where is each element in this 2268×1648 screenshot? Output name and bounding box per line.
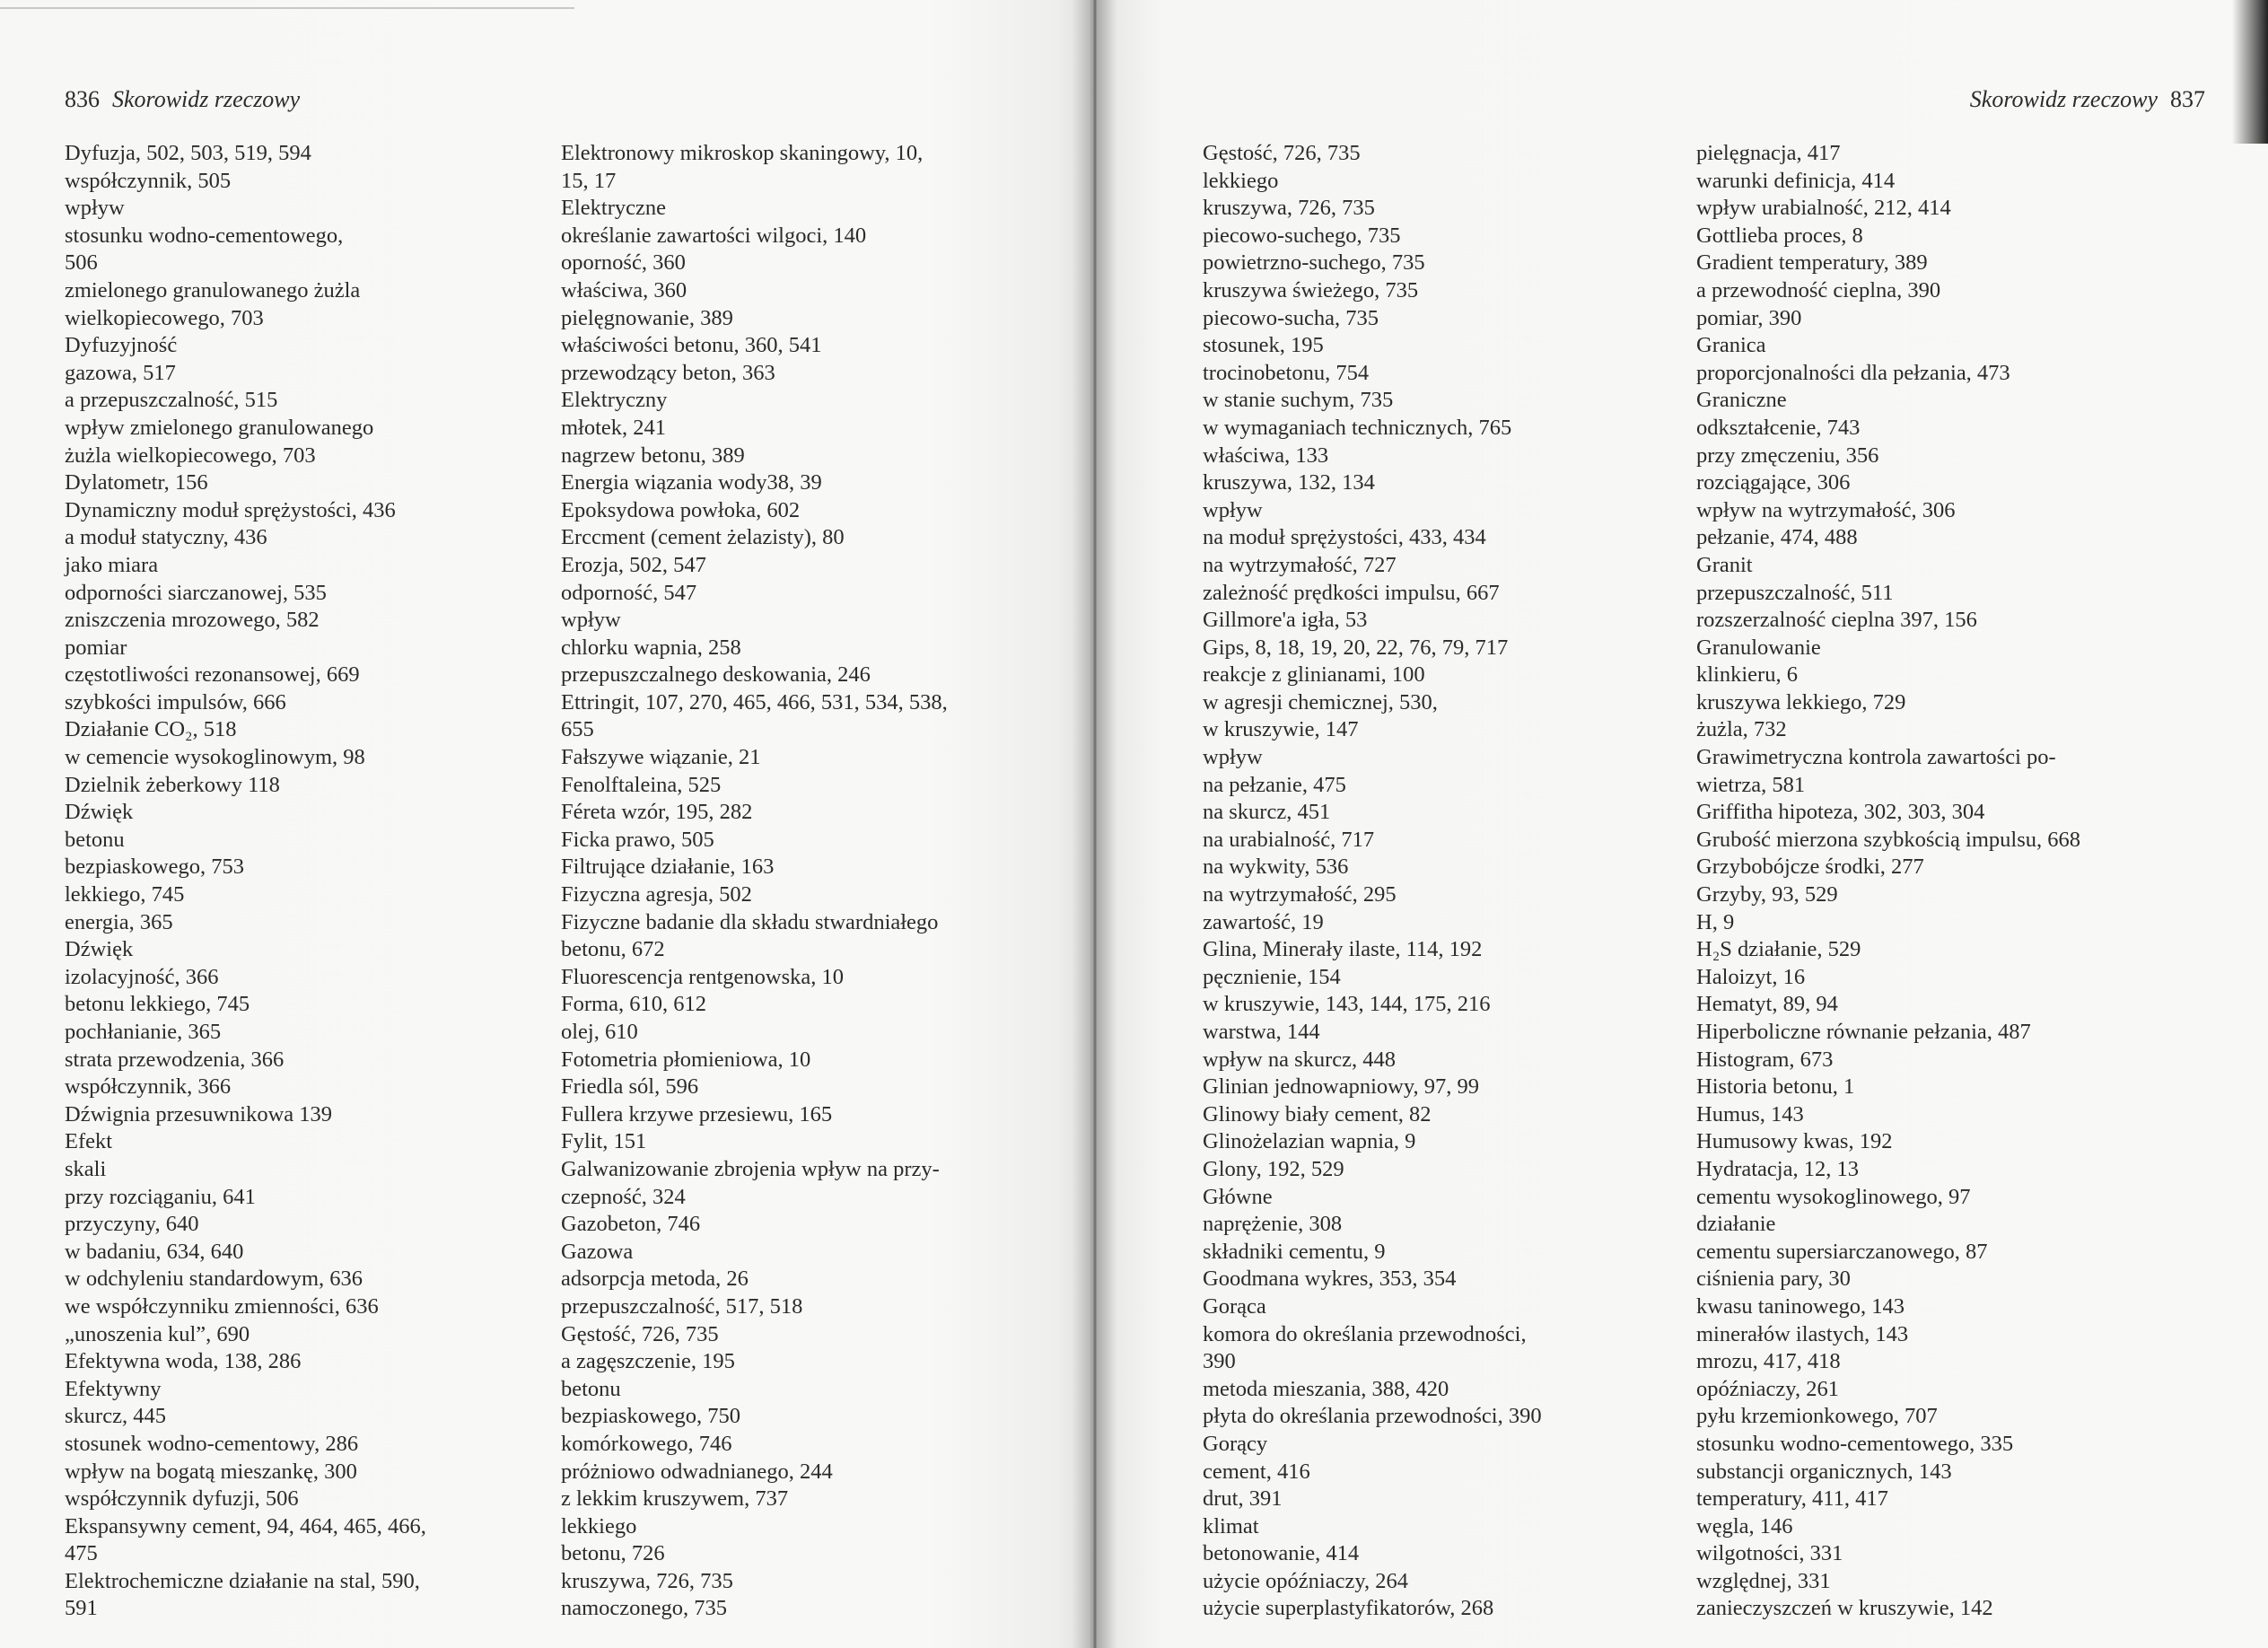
index-entry: Dźwignia przesuwnikowa 139 [65,1101,333,1126]
index-entry: Dźwięk [65,800,134,825]
index-entry: pielęgnacja, 417 [1696,141,1841,165]
index-entry: Glony, 192, 529 [1203,1156,1344,1181]
index-entry: Hiperboliczne równanie pełzania, 487 [1696,1020,2031,1044]
index-entry: wpływ na bogatą mieszankę, 300 [65,1459,357,1484]
index-entry: mrozu, 417, 418 [1696,1349,1841,1374]
index-entry: wpływ [1203,497,1263,522]
index-entry: piecowo-suchego, 735 [1203,223,1401,248]
index-entry: użycie opóźniaczy, 264 [1203,1568,1409,1593]
index-entry: skali [65,1156,107,1181]
index-entry: Dylatometr, 156 [65,470,208,495]
index-entry: na skurcz, 451 [1203,800,1331,825]
index-entry: działanie [1696,1212,1776,1237]
index-entry: częstotliwości rezonansowej, 669 [65,662,360,688]
index-entry: Efektywny [65,1376,162,1401]
index-entry: Dźwięk [65,937,134,962]
index-entry: Glinowy biały cement, 82 [1203,1101,1432,1126]
index-entry: piecowo-sucha, 735 [1203,305,1379,330]
index-entry: reakcje z glinianami, 100 [1203,662,1425,688]
index-entry: Fizyczne badanie dla składu stwardniałego [561,909,939,934]
index-entry: na urabialność, 717 [1203,827,1375,852]
index-entry: pełzanie, 474, 488 [1696,525,1858,550]
index-entry: w wymaganiach technicznych, 765 [1203,415,1512,440]
page-corner-shadow [2232,0,2268,144]
index-entry-continuation: czepność, 324 [561,1184,686,1209]
index-entry: Gazobeton, 746 [561,1212,701,1237]
index-entry: namoczonego, 735 [561,1596,728,1621]
index-entry-continuation: wietrza, 581 [1696,772,1806,797]
index-entry: skurcz, 445 [65,1404,166,1429]
index-entry: pielęgnowanie, 389 [561,305,733,330]
index-entry: Gottlieba proces, 8 [1696,223,1863,248]
index-entry: Erccment (cement żelazisty), 80 [561,525,845,550]
index-entry-continuation: 591 [65,1596,98,1621]
index-entry: kruszywa świeżego, 735 [1203,277,1419,302]
index-entry: Hematyt, 89, 94 [1696,992,1838,1017]
index-entry: współczynnik, 505 [65,168,232,193]
index-entry: metoda mieszania, 388, 420 [1203,1376,1449,1401]
index-entry: pęcznienie, 154 [1203,964,1341,989]
index-entry: Energia wiązania wody38, 39 [561,470,822,495]
index-entry: Ettringit, 107, 270, 465, 466, 531, 534, 538, [561,689,948,714]
index-entry: Elektryczny [561,388,668,413]
index-entry: Dzielnik żeberkowy 118 [65,772,280,797]
left-page-number: 836 [65,86,100,112]
index-entry: na pełzanie, 475 [1203,772,1346,797]
index-entry: określanie zawartości wilgoci, 140 [561,223,867,248]
index-entry: naprężenie, 308 [1203,1212,1343,1237]
index-entry: Dynamiczny moduł sprężystości, 436 [65,497,396,522]
index-entry: przepuszczalność, 511 [1696,580,1894,605]
index-entry: strata przewodzenia, 366 [65,1047,285,1072]
index-entry: stosunku wodno-cementowego, [65,223,344,248]
index-entry: wpływ na wytrzymałość, 306 [1696,497,1956,522]
index-entry: wpływ na skurcz, 448 [1203,1047,1397,1072]
index-entry: olej, 610 [561,1020,638,1044]
index-entry: kruszywa lekkiego, 729 [1696,689,1906,714]
index-entry: Humusowy kwas, 192 [1696,1129,1893,1154]
index-entry: betonowanie, 414 [1203,1541,1360,1566]
index-entry: właściwa, 133 [1203,443,1329,468]
index-entry: Elektryczne [561,196,666,221]
index-entry-continuation: 506 [65,250,98,276]
top-edge-line [0,7,574,9]
index-entry: temperatury, 411, 417 [1696,1486,1888,1512]
index-entry: Glinożelazian wapnia, 9 [1203,1129,1416,1154]
index-entry: wpływ [561,608,621,633]
index-column-3 [1203,140,1542,1623]
index-entry: Gęstość, 726, 735 [561,1321,719,1346]
index-entry: betonu [561,1376,621,1401]
index-entry: Dyfuzja, 502, 503, 519, 594 [65,141,311,165]
index-entry: Fluorescencja rentgenowska, 10 [561,964,844,989]
index-entry: Grubość mierzona szybkością impulsu, 668 [1696,827,2080,852]
index-entry: przyczyny, 640 [65,1212,199,1237]
index-entry: kruszywa, 132, 134 [1203,470,1375,495]
index-entry: H, 9 [1696,909,1735,934]
index-entry: bezpiaskowego, 753 [65,855,245,880]
index-entry: przy rozciąganiu, 641 [65,1184,256,1209]
index-entry: wilgotności, 331 [1696,1541,1843,1566]
index-entry: proporcjonalności dla pełzania, 473 [1696,360,2010,385]
index-entry: betonu lekkiego, 745 [65,992,250,1017]
index-entry: Fałszywe wiązanie, 21 [561,745,761,770]
index-entry: pochłanianie, 365 [65,1020,222,1044]
index-entry: Forma, 610, 612 [561,992,706,1017]
index-entry: cement, 416 [1203,1459,1310,1484]
index-entry: rozszerzalność cieplna 397, 156 [1696,608,1977,633]
index-entry: składniki cementu, 9 [1203,1239,1386,1264]
index-entry: a moduł statyczny, 436 [65,525,267,550]
index-entry: na wytrzymałość, 727 [1203,552,1397,577]
index-entry: właściwa, 360 [561,277,687,302]
index-entry: szybkości impulsów, 666 [65,689,286,714]
index-entry: odkształcenie, 743 [1696,415,1861,440]
index-entry: stosunku wodno-cementowego, 335 [1696,1431,2014,1456]
index-entry: Histogram, 673 [1696,1047,1834,1072]
index-entry: Elektrochemiczne działanie na stal, 590, [65,1568,420,1593]
index-entry: Hydratacja, 12, 13 [1696,1156,1859,1181]
index-entry: właściwości betonu, 360, 541 [561,333,822,358]
index-entry: we współczynniku zmienności, 636 [65,1293,379,1319]
index-entry: zniszczenia mrozowego, 582 [65,608,320,633]
index-entry: kwasu taninowego, 143 [1696,1293,1905,1319]
index-entry: młotek, 241 [561,415,667,440]
index-entry: komora do określania przewodności, [1203,1321,1527,1346]
index-entry: odporność, 547 [561,580,697,605]
index-entry: chlorku wapnia, 258 [561,635,741,660]
index-entry: Epoksydowa powłoka, 602 [561,497,801,522]
index-entry: gazowa, 517 [65,360,176,385]
index-entry: zanieczyszczeń w kruszywie, 142 [1696,1596,1993,1621]
index-entry: energia, 365 [65,909,173,934]
index-entry: Granit [1696,552,1753,577]
index-entry: próżniowo odwadnianego, 244 [561,1459,833,1484]
index-entry: opóźniaczy, 261 [1696,1376,1839,1401]
index-entry: Granulowanie [1696,635,1821,660]
index-entry: żużla, 732 [1696,717,1787,742]
index-entry: betonu [65,827,125,852]
index-entry: w stanie suchym, 735 [1203,388,1394,413]
index-column-2 [561,140,948,1623]
index-entry: cementu wysokoglinowego, 97 [1696,1184,1971,1209]
index-entry: przepuszczalnego deskowania, 246 [561,662,871,688]
index-entry: Fotometria płomieniowa, 10 [561,1047,811,1072]
index-entry: na wytrzymałość, 295 [1203,882,1397,907]
book-gutter-shadow [1073,0,1117,1648]
index-entry: Fylit, 151 [561,1129,647,1154]
index-entry: Graniczne [1696,388,1787,413]
index-entry: warunki definicja, 414 [1696,168,1896,193]
index-entry: oporność, 360 [561,250,686,276]
right-page-header [1970,86,2205,113]
index-entry-continuation: 390 [1203,1349,1236,1374]
index-entry: przy zmęczeniu, 356 [1696,443,1879,468]
index-entry: bezpiaskowego, 750 [561,1404,741,1429]
index-entry: Historia betonu, 1 [1696,1074,1855,1100]
index-entry: zawartość, 19 [1203,909,1324,934]
index-entry: substancji organicznych, 143 [1696,1459,1952,1484]
index-entry: „unoszenia kul”, 690 [65,1321,250,1346]
index-entry: pomiar [65,635,127,660]
index-entry: stosunek wodno-cementowy, 286 [65,1431,359,1456]
index-entry: Efektywna woda, 138, 286 [65,1349,302,1374]
index-entry: a przepuszczalność, 515 [65,388,278,413]
index-entry-continuation: 15, 17 [561,168,617,193]
index-entry: wpływ zmielonego granulowanego [65,415,374,440]
index-entry: na moduł sprężystości, 433, 434 [1203,525,1486,550]
index-entry: Fullera krzywe przesiewu, 165 [561,1101,833,1126]
index-entry-continuation: betonu, 672 [561,937,665,962]
index-entry: a zagęszczenie, 195 [561,1349,735,1374]
index-entry: w cemencie wysokoglinowym, 98 [65,745,365,770]
index-entry: pyłu krzemionkowego, 707 [1696,1404,1938,1429]
index-entry-continuation: 655 [561,717,594,742]
index-entry: w kruszywie, 147 [1203,717,1359,742]
index-entry: drut, 391 [1203,1486,1283,1512]
index-entry: przepuszczalność, 517, 518 [561,1293,803,1319]
index-entry: lekkiego [561,1513,637,1538]
index-entry: Granica [1696,333,1766,358]
index-entry: ciśnienia pary, 30 [1696,1267,1851,1292]
index-entry: przewodzący beton, 363 [561,360,775,385]
index-entry: trocinobetonu, 754 [1203,360,1370,385]
index-entry: współczynnik dyfuzji, 506 [65,1486,299,1512]
index-entry: Grzyby, 93, 529 [1696,882,1838,907]
index-entry: Grzybobójcze środki, 277 [1696,855,1924,880]
index-entry: Gazowa [561,1239,634,1264]
index-entry: kruszywa, 726, 735 [1203,196,1375,221]
index-entry: komórkowego, 746 [561,1431,732,1456]
index-entry: powietrzno-suchego, 735 [1203,250,1425,276]
index-entry: użycie superplastyfikatorów, 268 [1203,1596,1494,1621]
index-entry: płyta do określania przewodności, 390 [1203,1404,1542,1429]
index-entry: a przewodność cieplna, 390 [1696,277,1941,302]
index-entry: wpływ urabialność, 212, 414 [1696,196,1951,221]
index-entry: lekkiego, 745 [65,882,185,907]
index-entry: Działanie CO₂, 518 [65,717,237,742]
index-entry: jako miara [65,552,159,577]
index-entry: współczynnik, 366 [65,1074,232,1100]
index-entry: Gradient temperatury, 389 [1696,250,1928,276]
index-entry: Griffitha hipoteza, 302, 303, 304 [1696,800,1985,825]
index-entry-continuation: wielkopiecowego, 703 [65,305,264,330]
index-entry: pomiar, 390 [1696,305,1802,330]
index-entry: Główne [1203,1184,1273,1209]
index-entry: Elektronowy mikroskop skaningowy, 10, [561,141,924,165]
index-entry: betonu, 726 [561,1541,665,1566]
index-entry: Ekspansywny cement, 94, 464, 465, 466, [65,1513,426,1538]
index-entry: warstwa, 144 [1203,1020,1320,1044]
index-entry: Dyfuzyjność [65,333,178,358]
index-entry: klimat [1203,1513,1259,1538]
index-entry: Haloizyt, 16 [1696,964,1806,989]
index-entry: Gorący [1203,1431,1268,1456]
index-entry: stosunek, 195 [1203,333,1324,358]
index-entry: izolacyjność, 366 [65,964,219,989]
index-entry: na wykwity, 536 [1203,855,1349,880]
index-entry: Gorąca [1203,1293,1266,1319]
index-entry: minerałów ilastych, 143 [1696,1321,1909,1346]
index-entry: Gips, 8, 18, 19, 20, 22, 76, 79, 717 [1203,635,1509,660]
index-entry: zależność prędkości impulsu, 667 [1203,580,1500,605]
index-entry: w odchyleniu standardowym, 636 [65,1267,363,1292]
index-entry: rozciągające, 306 [1696,470,1851,495]
index-entry: Erozja, 502, 547 [561,552,706,577]
left-page-header [65,86,300,113]
index-entry: Galwanizowanie zbrojenia wpływ na przy- [561,1156,940,1181]
index-entry: względnej, 331 [1696,1568,1831,1593]
index-entry: adsorpcja metoda, 26 [561,1267,749,1292]
index-entry: w agresji chemicznej, 530, [1203,689,1438,714]
index-entry: Gęstość, 726, 735 [1203,141,1361,165]
index-entry: Filtrujące działanie, 163 [561,855,775,880]
index-entry-continuation: 475 [65,1541,98,1566]
index-entry: Fenolftaleina, 525 [561,772,722,797]
index-entry: Efekt [65,1129,113,1154]
index-entry: kruszywa, 726, 735 [561,1568,733,1593]
index-entry: w badaniu, 634, 640 [65,1239,244,1264]
index-entry: Fizyczna agresja, 502 [561,882,752,907]
index-entry: Féreta wzór, 195, 282 [561,800,753,825]
index-entry: wpływ [65,196,125,221]
left-running-title: Skorowidz rzeczowy [112,86,301,112]
index-entry: H₂S działanie, 529 [1696,937,1861,962]
index-entry: wpływ [1203,745,1263,770]
index-column-4 [1696,140,2080,1623]
index-entry: Ficka prawo, 505 [561,827,714,852]
index-entry: Goodmana wykres, 353, 354 [1203,1267,1457,1292]
index-entry: Friedla sól, 596 [561,1074,699,1100]
right-page-number: 837 [2170,86,2205,112]
index-entry: odporności siarczanowej, 535 [65,580,327,605]
index-column-1 [65,140,426,1623]
index-entry: lekkiego [1203,168,1279,193]
index-entry: Glinian jednowapniowy, 97, 99 [1203,1074,1480,1100]
index-entry: Humus, 143 [1696,1101,1804,1126]
index-entry: klinkieru, 6 [1696,662,1798,688]
index-entry: cementu supersiarczanowego, 87 [1696,1239,1988,1264]
index-entry: Grawimetryczna kontrola zawartości po- [1696,745,2056,770]
index-entry: zmielonego granulowanego żużla [65,277,361,302]
index-entry: węgla, 146 [1696,1513,1793,1538]
index-entry: z lekkim kruszywem, 737 [561,1486,789,1512]
index-entry: Glina, Minerały ilaste, 114, 192 [1203,937,1483,962]
right-running-title: Skorowidz rzeczowy [1969,86,2158,112]
index-entry: w kruszywie, 143, 144, 175, 216 [1203,992,1491,1017]
index-entry: Gillmore'a igła, 53 [1203,608,1368,633]
index-entry: nagrzew betonu, 389 [561,443,745,468]
index-entry-continuation: żużla wielkopiecowego, 703 [65,443,316,468]
